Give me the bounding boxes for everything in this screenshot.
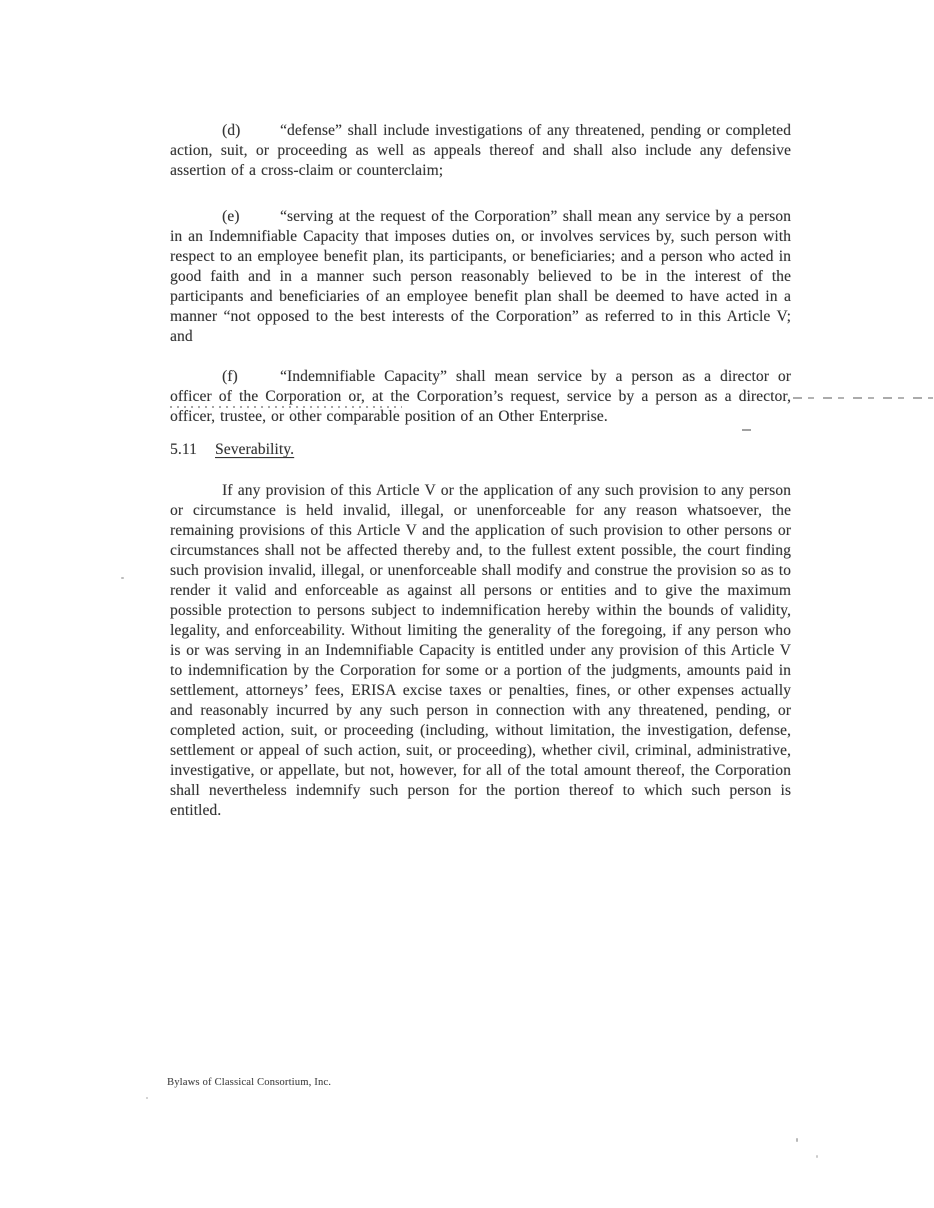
paragraph-f-label: (f) xyxy=(222,368,238,385)
paragraph-e xyxy=(170,207,791,347)
section-heading xyxy=(170,440,791,460)
paragraph-d-text: “defense” shall include investigations of any threatened, pending or completed action, suit, or proceeding as well as appeals thereof and shall also include any defensive assertion of a cross-claim or counterclaim; xyxy=(170,122,791,179)
scan-artifact-speck xyxy=(146,1097,148,1099)
section-title: Severability. xyxy=(215,441,295,458)
document-body xyxy=(170,121,791,821)
paragraph-d-label: (d) xyxy=(222,122,241,139)
severability-paragraph-text: If any provision of this Article V or the application of any such provision to any person or circumstance is held invalid, illegal, or unenforceable for any reason whatsoever, the remaining provisions of this Article V and the application of such provision to other persons or circumstances shall not be affected thereby and, to the fullest extent possible, the court finding such provision invalid, illegal, or unenforceable shall modify and construe the provision so as to render it valid and enforceable as against all persons or entities and to give the maximum possible protection to persons subject to indemnification hereby within the bounds of validity, legality, and enforceability. Without limiting the generality of the foregoing, if any person who is or was serving in an Indemnifiable Capacity is entitled under any provision of this Article V to indemnification by the Corporation for some or a portion of the judgments, amounts paid in settlement, attorneys’ fees, ERISA excise taxes or penalties, fines, or other expenses actually and reasonably incurred by any such person in connection with any threatened, pending, or completed action, suit, or proceeding (including, without limitation, the investigation, defense, settlement or appeal of such action, suit, or proceeding), whether civil, criminal, administrative, investigative, or appellate, but not, however, for all of the total amount thereof, the Corporation shall nevertheless indemnify such person for the portion thereof to which such person is entitled. xyxy=(170,482,791,819)
paragraph-e-label: (e) xyxy=(222,208,240,225)
scan-artifact-speck xyxy=(796,1138,798,1142)
scan-artifact-speck xyxy=(121,577,124,579)
section-number: 5.11 xyxy=(170,441,197,458)
paragraph-e-text: “serving at the request of the Corporation” shall mean any service by a person in an Indemnifiable Capacity that imposes duties on, or involves services by, such person with respect to an employee benefit plan, its participants, or beneficiaries; and a person who acted in good faith and in a manner such person reasonably believed to be in the interest of the participants and beneficiaries of an employee benefit plan shall be deemed to have acted in a manner “not opposed to the best interests of the Corporation” as referred to in this Article V; and xyxy=(170,208,791,345)
paragraph-f xyxy=(170,367,791,427)
severability-paragraph xyxy=(170,481,791,821)
footer-text: Bylaws of Classical Consortium, Inc. xyxy=(167,1077,332,1088)
paragraph-d xyxy=(170,121,791,181)
scan-artifact-dash-trail xyxy=(793,397,933,399)
scan-artifact-speck xyxy=(816,1155,818,1158)
paragraph-f-text: “Indemnifiable Capacity” shall mean service by a person as a director or officer of the Corporation or, at the Corporation’s request, service by a person as a director, officer, trustee, or other comparable position of an Other Enterprise. xyxy=(170,368,791,425)
